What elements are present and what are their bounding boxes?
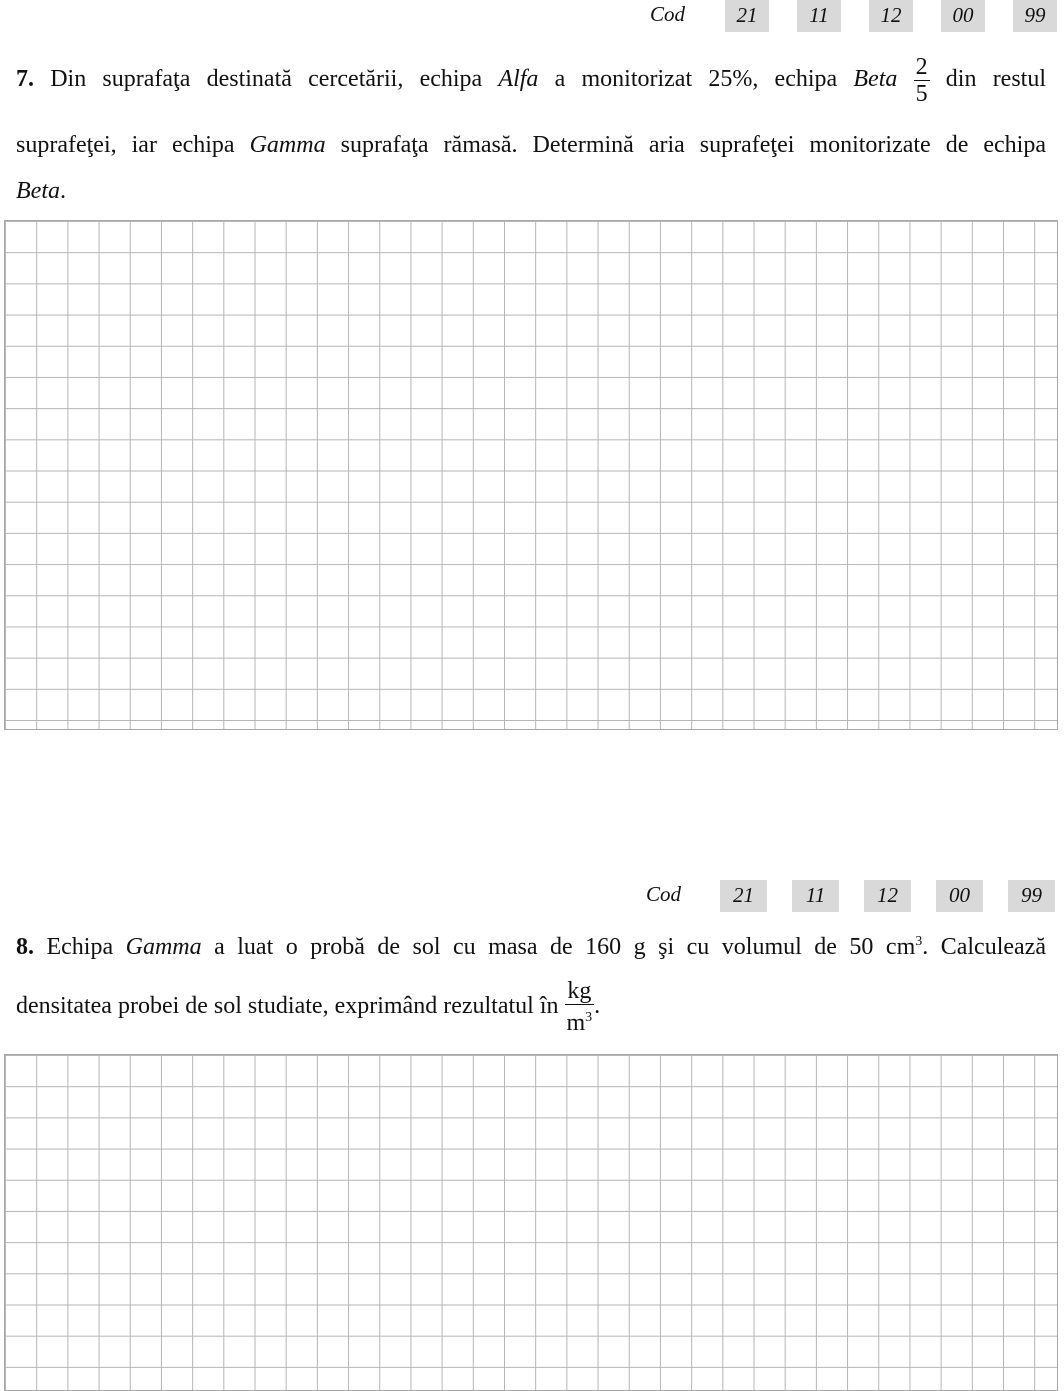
code-box-1: 21 — [725, 0, 769, 32]
code-box-4: 00 — [941, 0, 985, 32]
code-label: Cod — [646, 882, 682, 906]
code-box-1: 21 — [720, 880, 767, 912]
question-8: 8. Echipa Gamma a luat o probă de sol cu masa de 160 g şi cu volumul de 50 $cm^3$. Calculează densitatea probei de sol studiate, exprimând rezultatul în $\frac{kg}{m^3}$ . — [16, 934, 1046, 1037]
code-box-5: 99 — [1013, 0, 1057, 32]
code-label: Cod — [650, 2, 686, 26]
code-header-2 — [0, 880, 1064, 914]
code-box-2: 11 — [792, 880, 839, 912]
code-box-3: 12 — [869, 0, 913, 32]
code-header-1 — [0, 0, 1064, 34]
question-7: 7. Din suprafaţa destinată cercetării, echipa Alfa a monitorizat 25%, echipa Beta $\frac{2}{5}$ din restul suprafeţei, iar echipa Gamma suprafaţa rămasă. Determină aria suprafeţei monitorizate de echipa Beta. — [16, 53, 1047, 204]
question-number: 8. — [16, 934, 34, 960]
code-box-4: 00 — [936, 880, 983, 912]
answer-grid-8[interactable] — [4, 1054, 1058, 1391]
code-box-2: 11 — [797, 0, 841, 32]
code-box-5: 99 — [1008, 880, 1055, 912]
answer-grid-7[interactable] — [4, 220, 1058, 730]
fraction-two-fifths: $\frac{2}{5}$ — [915, 53, 928, 107]
code-box-3: 12 — [864, 880, 911, 912]
question-number: 7. — [16, 66, 34, 92]
unit-fraction-kg-per-m3: $\frac{kg}{m^3}$ — [566, 978, 593, 1037]
